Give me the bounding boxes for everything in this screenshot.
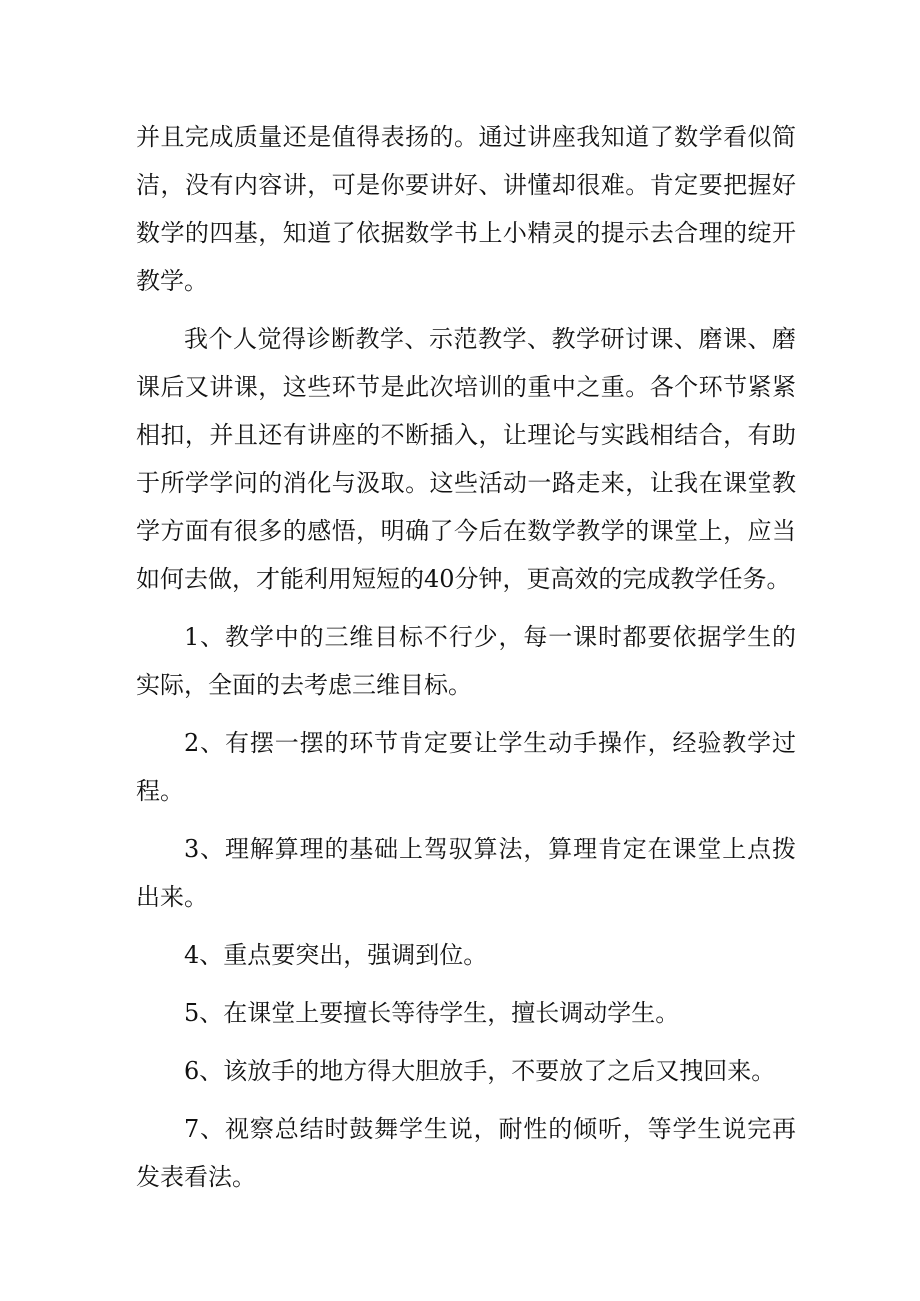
list-item-2: 2、有摆一摆的环节肯定要让学生动手操作，经验教学过程。 (136, 729, 796, 805)
paragraph-reflection: 我个人觉得诊断教学、示范教学、教学研讨课、磨课、磨课后又讲课，这些环节是此次培训的重中之重。各个环节紧紧相扣，并且还有讲座的不断插入，让理论与实践相结合，有助于所学学问的消化与汲取。这些活动一路走来，让我在课堂教学方面有很多的感悟，明确了今后在数学教学的课堂上，应当如何去做，才能利用短短的40分钟，更高效的完成教学任务。 (136, 325, 796, 593)
list-item-1: 1、教学中的三维目标不行少，每一课时都要依据学生的实际，全面的去考虑三维目标。 (136, 623, 796, 699)
list-item-4: 4、重点要突出，强调到位。 (184, 941, 488, 969)
paragraph-continuation: 并且完成质量还是值得表扬的。通过讲座我知道了数学看似简洁，没有内容讲，可是你要讲好、讲懂却很难。肯定要把握好数学的四基，知道了依据数学书上小精灵的提示去合理的绽开教学。 (136, 123, 796, 295)
list-item-6: 6、该放手的地方得大胆放手，不要放了之后又拽回来。 (184, 1057, 776, 1085)
list-item-3: 3、理解算理的基础上驾驭算法，算理肯定在课堂上点拨出来。 (136, 835, 796, 911)
list-item-7: 7、视察总结时鼓舞学生说，耐性的倾听，等学生说完再发表看法。 (136, 1115, 796, 1191)
list-item-5: 5、在课堂上要擅长等待学生，擅长调动学生。 (184, 999, 680, 1027)
document-body (136, 113, 796, 1201)
